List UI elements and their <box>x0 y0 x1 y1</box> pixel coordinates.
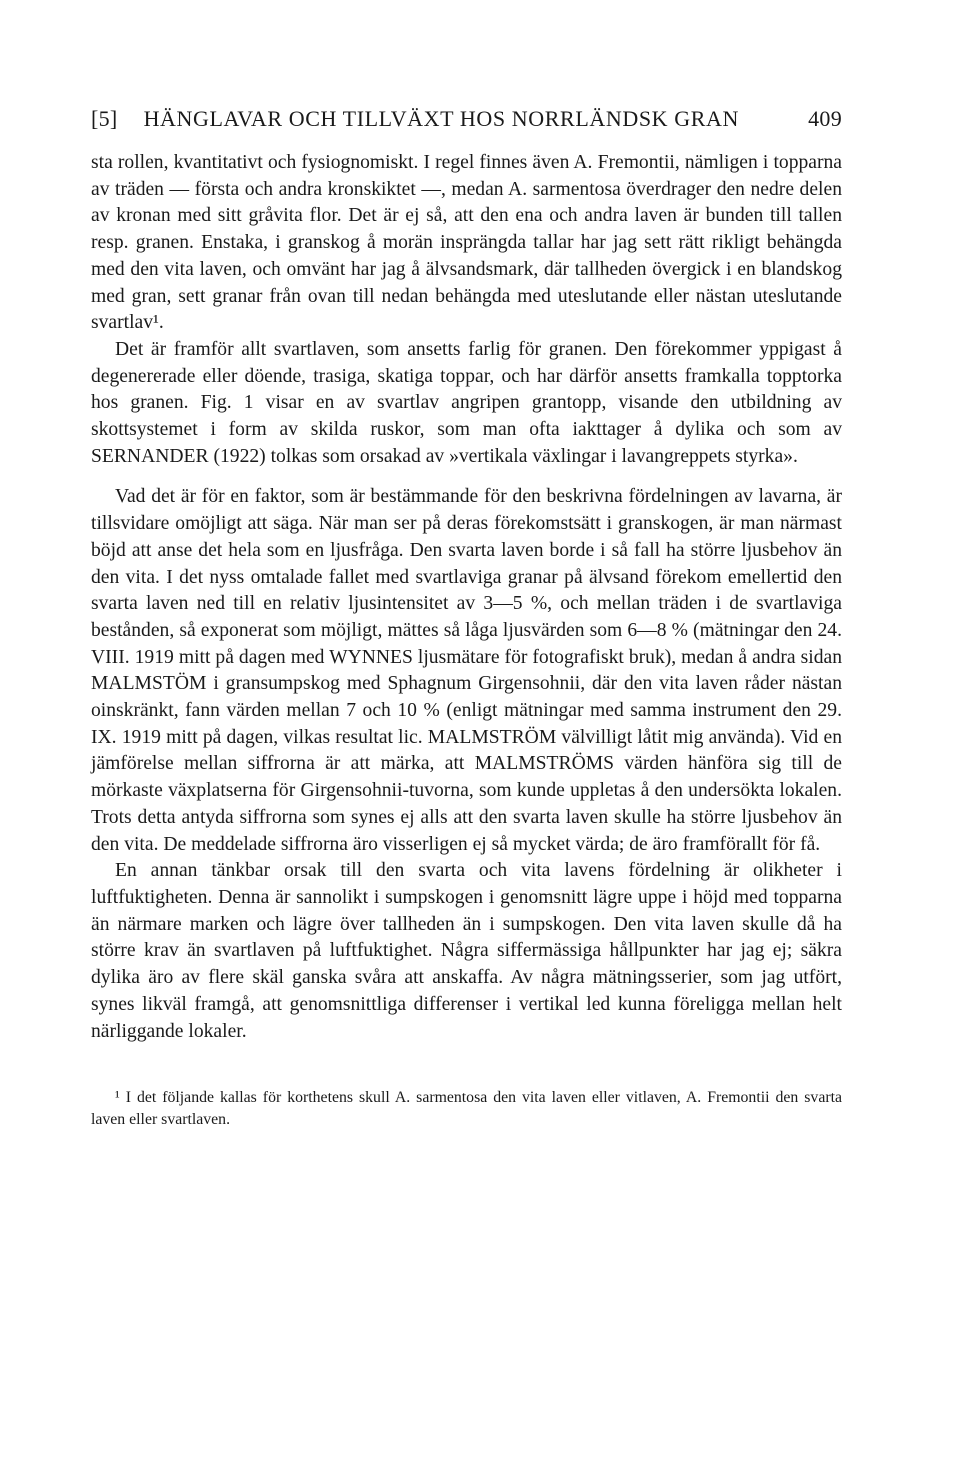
footnotes <box>91 1087 842 1131</box>
running-title: HÄNGLAVAR OCH TILLVÄXT HOS NORRLÄNDSK GRAN <box>143 106 739 131</box>
body-text <box>91 150 842 1045</box>
paragraph-1: sta rollen, kvantitativt och fysiognomiskt. I regel finnes även A. Fremontii, nämligen i topparna av träden — första och andra kronskiktet —, medan A. sarmentosa överdrager den nedre delen av kronan med sitt gråvita flor. Det är ej så, att den ena och andra laven är bunden till tallen resp. granen. Enstaka, i granskog å morän insprängda tallar har jag sett rätt rikligt behängda med den vita laven, och omvänt har jag å älvsandsmark, där tallheden övergick i en blandskog med gran, sett granar från ovan till nedan behängda med uteslutande eller nästan uteslutande svartlav¹. <box>91 152 842 334</box>
paragraph-2: Det är framför allt svartlaven, som ansetts farlig för granen. Den förekommer yppigast å degenererade eller döende, trasiga, skatiga toppar, och har därför ansetts framkalla topptorka hos granen. Fig. 1 visar en av svartlav angripen grantopp, visande den utbildning av skottsystemet i form av skilda ruskor, som man ofta iakttager å dylika och som av SERNANDER (1922) tolkas som orsakad av »vertikala växlingar i lavangreppets styrka». <box>91 338 842 467</box>
running-header <box>91 106 842 132</box>
paragraph-3: Vad det är för en faktor, som är bestämmande för den beskrivna fördelningen av lavarna, är tillsvidare omöjligt att säga. När man ser på deras förekomstsätt i granskogen, är man närmast böjd att anse det hela som en ljusfråga. Den svarta laven borde i så fall ha större ljusbehov än den vita. I det nyss omtalade fallet med svartlaviga granar på älvsand förekom emellertid den svarta laven ned till en relativ ljusintensitet av 3—5 %, och mellan träden i de svartlaviga bestånden, så exponerat som möjligt, mättes så låga ljusvärden som 6—8 % (mätningar den 24. VIII. 1919 mitt på dagen med WYNNES ljusmätare för fotografiskt bruk), medan å andra sidan MALMSTÖM i gransumpskog med Sphagnum Girgensohnii, där den vita laven råder nästan oinskränkt, fann värden mellan 7 och 10 % (enligt mätningar med samma instrument den 29. IX. 1919 mitt på dagen, vilkas resultat lic. MALMSTRÖM välvilligt låtit mig använda). Vid en jämförelse mellan siffrorna är att märka, att MALMSTRÖMS värden hänföra sig till de mörkaste växplatserna för Girgensohnii-tuvorna, som kunde uppletas å den undersökta lokalen. Trots detta antyda siffrorna som synes ej alls att den svarta laven skulle ha större ljusbehov än den vita. De meddelade siffrorna äro visserligen ej så mycket värda; de äro framförallt för få. <box>91 486 842 855</box>
page-number: 409 <box>808 106 842 131</box>
footnote-1: ¹ I det följande kallas för korthetens skull A. sarmentosa den vita laven eller vitlaven, A. Fremontii den svarta laven eller svartlaven. <box>91 1089 842 1129</box>
section-number: [5] <box>91 106 118 131</box>
paragraph-4: En annan tänkbar orsak till den svarta och vita lavens fördelning är olikheter i luftfuktigheten. Denna är sannolikt i sumpskogen i genomsnitt lägre uppe i höjd med topparna än närmare marken och lägre över tallheden än i sumpskogen. Den vita laven skulle då ha större krav än svartlaven på luftfuktighet. Några siffermässiga hållpunkter har jag ej; säkra dylika äro av flere skäl ganska svåra att anskaffa. Av några mätningsserier, som jag utfört, synes likväl framgå, att genomsnittliga differenser i vertikal led kunna föreligga mellan helt närliggande lokaler. <box>91 860 842 1042</box>
